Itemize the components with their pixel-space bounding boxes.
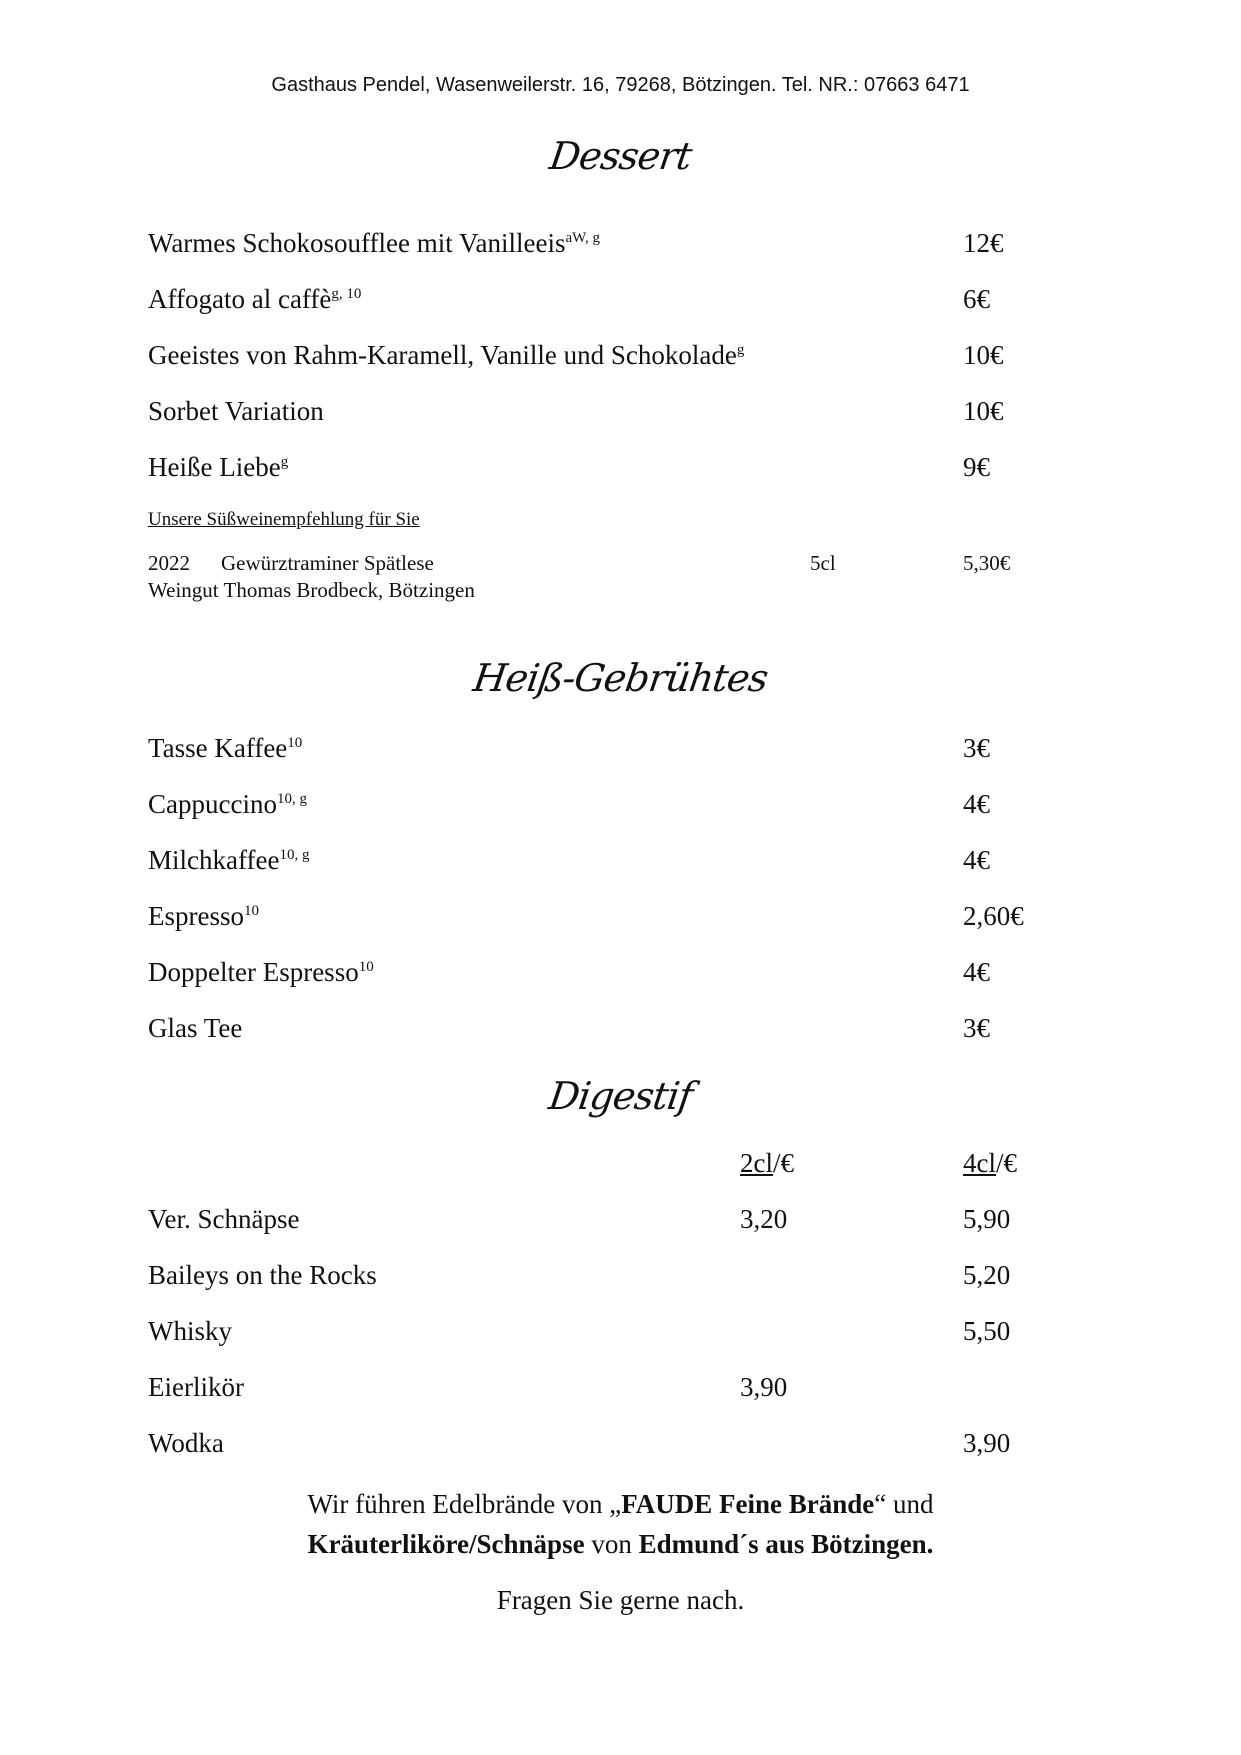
menu-item-price: 4€ xyxy=(963,957,990,987)
wine-year: 2022 xyxy=(148,551,190,575)
menu-item: Wodka xyxy=(148,1428,224,1458)
wine-name: Gewürztraminer Spätlese xyxy=(221,551,434,575)
menu-item-price: 4€ xyxy=(963,845,990,875)
menu-item-price-4cl: 3,90 xyxy=(963,1428,1011,1458)
menu-item: Sorbet Variation xyxy=(148,396,324,426)
menu-item: Doppelter Espresso$^{10}$ xyxy=(148,957,374,987)
menu-item-price-2cl: 3,20 xyxy=(740,1204,788,1234)
wine-price: 5,30€ xyxy=(963,551,1011,575)
menu-item: Ver. Schnäpse xyxy=(148,1204,300,1234)
menu-item: Warmes Schokosoufflee mit Vanilleeis$^{aW, g}$ xyxy=(148,228,600,258)
menu-item: Tasse Kaffee$^{10}$ xyxy=(148,733,303,763)
menu-item: Affogato al caffè$^{g, 10}$ xyxy=(148,284,362,314)
section-title-hot-drinks: Heiß-Gebrühtes xyxy=(470,656,771,700)
column-header-4cl: 4cl/€ xyxy=(963,1148,1018,1178)
menu-item: Eierlikör xyxy=(148,1372,244,1402)
wine-producer: Weingut Thomas Brodbeck, Bötzingen xyxy=(148,578,475,602)
menu-item: Milchkaffee$^{10, g}$ xyxy=(148,845,310,875)
menu-item: Baileys on the Rocks xyxy=(148,1260,377,1290)
menu-item-price: 3€ xyxy=(963,733,990,763)
menu-item-price: 3€ xyxy=(963,1013,990,1043)
menu-item: Cappuccino$^{10, g}$ xyxy=(148,789,307,819)
section-title-digestif: Digestif xyxy=(546,1074,695,1118)
menu-item-price: 10€ xyxy=(963,396,1004,426)
menu-item-price: 2,60€ xyxy=(963,901,1024,931)
menu-item-price: 6€ xyxy=(963,284,990,314)
menu-item: Heiße Liebe$^g$ xyxy=(148,452,289,482)
column-header-2cl: 2cl/€ xyxy=(740,1148,795,1178)
footer-line-2: Kräuterliköre/Schnäpse von Edmund´s aus Bötzingen. xyxy=(307,1529,934,1559)
menu-item: Whisky xyxy=(148,1316,232,1346)
menu-item-price: 9€ xyxy=(963,452,990,482)
footer-line-3: Fragen Sie gerne nach. xyxy=(496,1585,745,1615)
wine-recommendation-heading: Unsere Süßweinempfehlung für Sie xyxy=(148,509,420,530)
menu-item-price-4cl: 5,50 xyxy=(963,1316,1011,1346)
section-title-dessert: Dessert xyxy=(546,134,695,178)
menu-item-price: 12€ xyxy=(963,228,1004,258)
menu-item: Glas Tee xyxy=(148,1013,243,1043)
wine-volume: 5cl xyxy=(810,551,836,575)
menu-item-price: 10€ xyxy=(963,340,1004,370)
menu-item-price: 4€ xyxy=(963,789,990,819)
menu-item-price-2cl: 3,90 xyxy=(740,1372,788,1402)
menu-item: Espresso$^{10}$ xyxy=(148,901,259,931)
footer-line-1: Wir führen Edelbrände von „FAUDE Feine Brände“ und xyxy=(307,1489,934,1519)
menu-item: Geeistes von Rahm-Karamell, Vanille und Schokolade$^g$ xyxy=(148,340,745,370)
menu-item-price-4cl: 5,20 xyxy=(963,1260,1011,1290)
menu-item-price-4cl: 5,90 xyxy=(963,1204,1011,1234)
restaurant-header: Gasthaus Pendel, Wasenweilerstr. 16, 79268, Bötzingen. Tel. NR.: 07663 6471 xyxy=(271,74,970,96)
